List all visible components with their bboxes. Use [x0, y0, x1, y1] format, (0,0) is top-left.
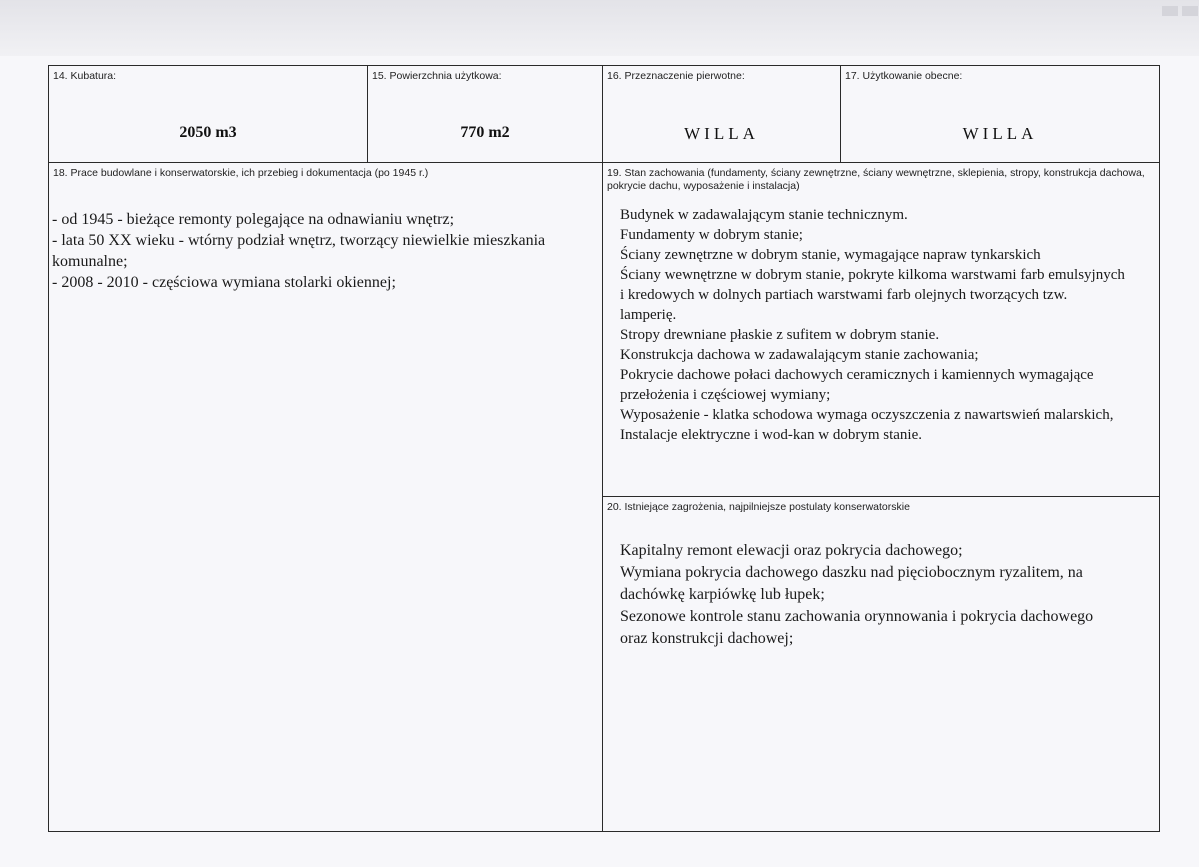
text-line: dachówkę karpiówkę lub łupek;	[620, 586, 825, 603]
text-line: oraz konstrukcji dachowej;	[620, 630, 794, 647]
text-line: lamperię.	[620, 307, 677, 323]
field-16-label: 16. Przeznaczenie pierwotne:	[607, 70, 745, 82]
text-line: Wymiana pokrycia dachowego daszku nad pięciobocznym ryzalitem, na	[620, 564, 1083, 581]
field-15-powierzchnia	[367, 65, 603, 163]
section-19-stan-zachowania	[602, 162, 1160, 497]
list-item: - od 1945 - bieżące remonty polegające na odnawianiu wnętrz;	[52, 211, 455, 228]
text-line: Wyposażenie - klatka schodowa wymaga oczyszczenia z nawartswień malarskich,	[620, 407, 1114, 423]
field-15-label: 15. Powierzchnia użytkowa:	[372, 70, 502, 82]
scanner-top-band	[0, 0, 1199, 56]
field-17-label: 17. Użytkowanie obecne:	[845, 70, 963, 82]
field-17-uzytkowanie	[840, 65, 1160, 163]
text-line: Kapitalny remont elewacji oraz pokrycia dachowego;	[620, 542, 963, 559]
section-20-zagrozenia	[602, 496, 1160, 832]
field-15-value: 770 m2	[460, 124, 510, 141]
field-17-value: WILLA	[962, 124, 1038, 143]
field-14-label: 14. Kubatura:	[53, 70, 117, 82]
text-line: i kredowych w dolnych partiach warstwami farb olejnych tworzących tzw.	[620, 287, 1068, 303]
list-item: - 2008 - 2010 - częściowa wymiana stolarki okiennej;	[52, 274, 396, 291]
text-line: Instalacje elektryczne i wod-kan w dobrym stanie.	[620, 427, 922, 443]
text-line: Konstrukcja dachowa w zadawalającym stanie zachowania;	[620, 347, 979, 363]
text-line: Ściany zewnętrzne w dobrym stanie, wymagające napraw tynkarskich	[620, 247, 1041, 263]
section-19-text	[620, 205, 1153, 445]
field-16-przeznaczenie	[602, 65, 841, 163]
field-14-kubatura	[48, 65, 368, 163]
field-14-value: 2050 m3	[179, 124, 237, 141]
text-line: Sezonowe kontrole stanu zachowania orynnowania i pokrycia dachowego	[620, 608, 1094, 625]
list-item: - lata 50 XX wieku - wtórny podział wnętrz, tworzący niewielkie mieszkania komunalne;	[52, 232, 546, 270]
field-16-value: WILLA	[684, 124, 759, 143]
scan-registration-mark	[1162, 6, 1178, 16]
document-sheet	[0, 56, 1199, 867]
section-20-text	[620, 540, 1149, 650]
text-line: Budynek w zadawalającym stanie technicznym.	[620, 207, 908, 223]
text-line: Ściany wewnętrzne w dobrym stanie, pokryte kilkoma warstwami farb emulsyjnych	[620, 267, 1125, 283]
text-line: Pokrycie dachowe połaci dachowych ceramicznych i kamiennych wymagające	[620, 367, 1094, 383]
section-18-prace-budowlane	[48, 162, 603, 832]
section-18-list	[52, 209, 594, 293]
section-20-label: 20. Istniejące zagrożenia, najpilniejsze postulaty konserwatorskie	[607, 501, 910, 513]
text-line: przełożenia i częściowej wymiany;	[620, 387, 831, 403]
scan-registration-mark	[1182, 6, 1198, 16]
section-18-label: 18. Prace budowlane i konserwatorskie, ich przebieg i dokumentacja (po 1945 r.)	[53, 167, 429, 179]
section-19-label: 19. Stan zachowania (fundamenty, ściany zewnętrzne, ściany wewnętrzne, sklepienia, stropy, konstrukcja dachowa, pokrycie dachu, wyposażenie i instalacja)	[607, 167, 1145, 192]
text-line: Fundamenty w dobrym stanie;	[620, 227, 803, 243]
text-line: Stropy drewniane płaskie z sufitem w dobrym stanie.	[620, 327, 940, 343]
